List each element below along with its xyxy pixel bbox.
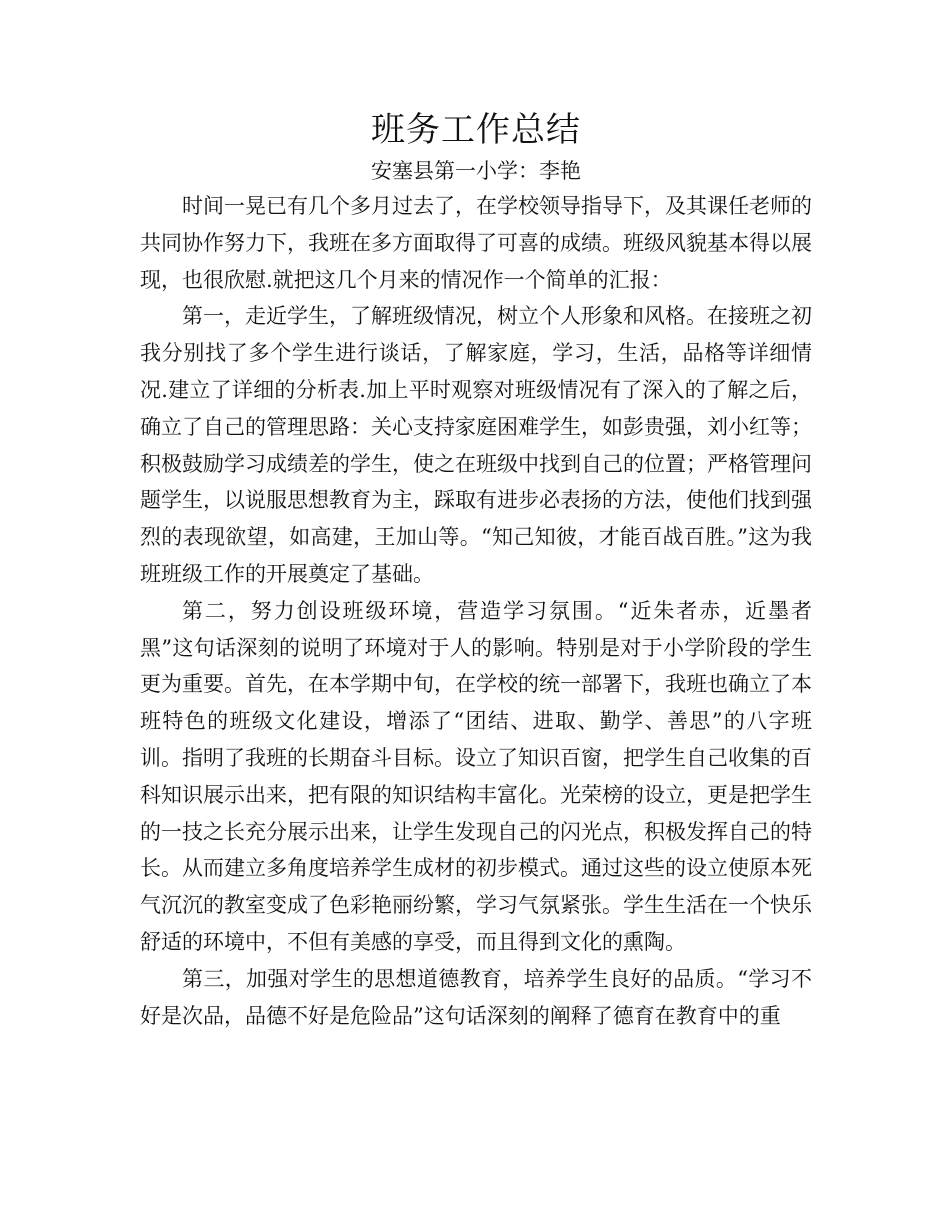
paragraph-intro: 时间一晃已有几个多月过去了，在学校领导指导下，及其课任老师的共同协作努力下，我班在多方面取得了可喜的成绩。班级风貌基本得以展现，也很欣慰.就把这几个月来的情况作一个简单的汇报：	[140, 194, 812, 292]
document-page	[140, 108, 812, 1034]
paragraph-first: 第一，走近学生，了解班级情况，树立个人形象和风格。在接班之初我分别找了多个学生进行谈话，了解家庭，学习，生活，品格等详细情况.建立了详细的分析表.加上平时观察对班级情况有了深入的了解之后，确立了自己的管理思路：关心支持家庭困难学生，如彭贵强，刘小红等；积极鼓励学习成绩差的学生，使之在班级中找到自己的位置；严格管理问题学生，以说服思想教育为主，踩取有进步必表扬的方法，使他们找到强烈的表现欲望，如高建，王加山等。“知己知彼，才能百战百胜。”这为我班班级工作的开展奠定了基础。	[140, 304, 812, 586]
document-title: 班务工作总结	[371, 110, 581, 150]
author-line: 安塞县第一小学：李艳	[371, 159, 581, 183]
paragraph-second: 第二，努力创设班级环境，营造学习氛围。“近朱者赤，近墨者黑”这句话深刻的说明了环境对于人的影响。特别是对于小学阶段的学生更为重要。首先，在本学期中旬，在学校的统一部署下，我班也确立了本班特色的班级文化建设，增添了“团结、进取、勤学、善思”的八字班训。指明了我班的长期奋斗目标。设立了知识百窗，把学生自己收集的百科知识展示出来，把有限的知识结构丰富化。光荣榜的设立，更是把学生的一技之长充分展示出来，让学生发现自己的闪光点，积极发挥自己的特长。从而建立多角度培养学生成材的初步模式。通过这些的设立使原本死气沉沉的教室变成了色彩艳丽纷繁，学习气氛紧张。学生生活在一个快乐舒适的环境中，不但有美感的享受，而且得到文化的熏陶。	[140, 598, 812, 954]
paragraph-third: 第三，加强对学生的思想道德教育，培养学生良好的品质。“学习不好是次品，品德不好是危险品”这句话深刻的阐释了德育在教育中的重	[140, 966, 812, 1028]
